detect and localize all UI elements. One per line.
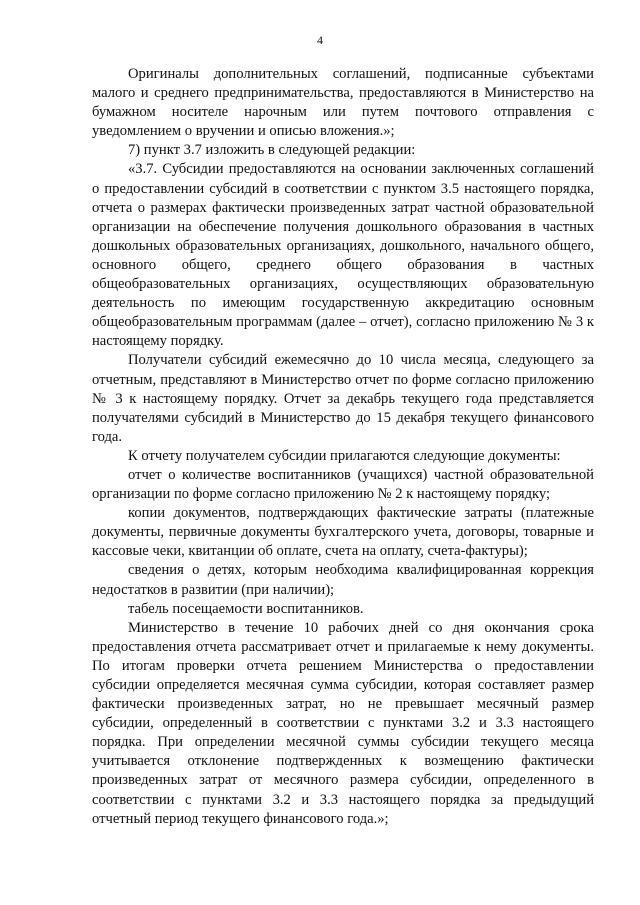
paragraph-monthly-report: Получатели субсидий ежемесячно до 10 числа месяца, следующего за отчетным, представляют в Министерство отчет по форме согласно приложению № 3 к настоящему порядку. Отчет за декабрь текущего года представляется получателями субсидий в Министерство до 15 декабря текущего финансового года. [92, 352, 594, 445]
paragraph-attached-documents: К отчету получателем субсидии прилагаются следующие документы: [128, 447, 561, 464]
list-item-pupil-count-report: отчет о количестве воспитанников (учащихся) частной образовательной организации по форме согласно приложению № 2 к настоящему порядку; [92, 466, 594, 503]
paragraph-clause-3-7: «3.7. Субсидии предоставляются на основании заключенных соглашений о предоставлении субсидий в соответствии с пунктом 3.5 настоящего порядка, отчета о размерах фактически произведенных затрат частной образовательной организации на обеспечение получения дошкольного образования в частных дошкольных образовательных организациях, дошкольного, начального общего, основного общего, среднего общего образования в частных общеобразовательных организациях, осуществляющих образовательную деятельность по имеющим государственную аккредитацию основным общеобразовательным программам (далее – отчет), согласно приложению № 3 к настоящему порядку. [92, 161, 594, 350]
list-item-expense-documents: копии документов, подтверждающих фактические затраты (платежные документы, первичные документы бухгалтерского учета, договоры, товарные и кассовые чеки, квитанции об оплате, счета на оплату, счета-фактуры); [92, 505, 594, 560]
paragraph-item-7: 7) пункт 3.7 изложить в следующей редакции: [128, 142, 416, 159]
paragraph-originals-agreements: Оригиналы дополнительных соглашений, подписанные субъектами малого и среднего предпринимательства, предоставляются в Министерство на бумажном носителе нарочным или путем почтового отправления с уведомлением о вручении и описью вложения.»; [92, 66, 594, 140]
document-body [92, 65, 594, 829]
list-item-children-info: сведения о детях, которым необходима квалифицированная коррекция недостатков в развитии (при наличии); [92, 562, 594, 598]
page-number: 4 [317, 33, 323, 47]
list-item-attendance-sheet: табель посещаемости воспитанников. [128, 600, 364, 617]
paragraph-ministry-review: Министерство в течение 10 рабочих дней со дня окончания срока предоставления отчета рассматривает отчет и прилагаемые к нему документы. По итогам проверки отчета решением Министерства о предоставлении субсидии определяется месячная сумма субсидии, которая составляет размер фактически произведенных затрат, но не превышает месячный размер субсидии, определенный в соответствии с пунктами 3.2 и 3.3 настоящего порядка. При определении месячной суммы субсидии текущего месяца учитывается отклонение подтвержденных к возмещению фактически произведенных затрат от месячного размера субсидии, определенного в соответствии с пунктами 3.2 и 3.3 настоящего порядка за предыдущий отчетный период текущего финансового года.»; [92, 619, 594, 827]
